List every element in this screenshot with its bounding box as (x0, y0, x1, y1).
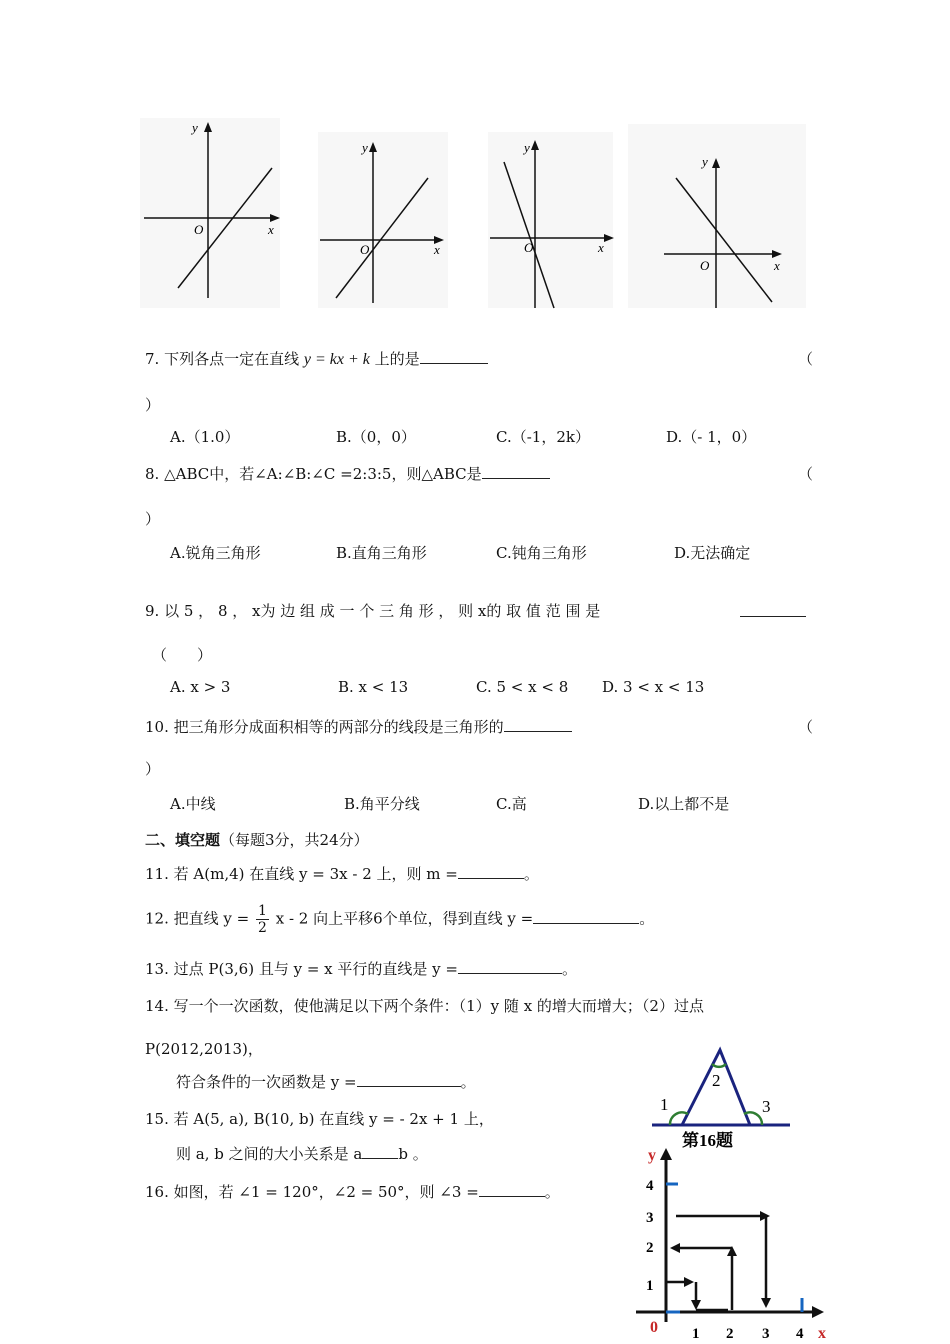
y-label: y (702, 154, 708, 169)
x-tick-2: 2 (726, 1326, 734, 1342)
x-label: x (818, 1325, 826, 1342)
q8-option-b[interactable]: B.直角三角形 (336, 544, 427, 562)
y-tick-2: 2 (646, 1240, 654, 1256)
answer-blank[interactable] (420, 349, 488, 364)
answer-blank[interactable] (362, 1144, 398, 1159)
origin-label: O (524, 240, 534, 255)
triangle-figure (640, 1042, 800, 1152)
q16: 16. 如图，若 ∠1 = 120°，∠2 = 50°，则 ∠3 = 。 (145, 1183, 560, 1201)
q8-option-d[interactable]: D.无法确定 (674, 544, 751, 562)
answer-blank[interactable] (458, 959, 562, 974)
q8-option-c[interactable]: C.钝角三角形 (496, 544, 587, 562)
q14-line2: P(2012,2013)， (145, 1040, 263, 1058)
answer-blank[interactable] (504, 717, 572, 732)
graph-a (140, 118, 280, 308)
q7-paren-open: （ (798, 350, 814, 368)
y-tick-4: 4 (646, 1178, 654, 1194)
y-label: y (524, 140, 530, 155)
answer-blank[interactable] (533, 909, 639, 924)
y-label: y (192, 120, 198, 135)
q10-stem: 10. 把三角形分成面积相等的两部分的线段是三角形的 (145, 716, 572, 737)
q9-option-d[interactable]: D. 3 < x < 13 (602, 678, 705, 696)
q10-paren-open: （ (798, 718, 814, 736)
origin-label: O (194, 222, 204, 237)
q8-paren-close: ） (145, 510, 161, 528)
q10-option-a[interactable]: A.中线 (170, 795, 216, 813)
y-tick-1: 1 (646, 1278, 654, 1294)
origin-label: O (360, 242, 370, 257)
figure-caption: 第16题 (682, 1131, 733, 1150)
q7-option-a[interactable]: A.（1.0） (170, 428, 240, 446)
q8-option-a[interactable]: A.锐角三角形 (170, 544, 261, 562)
angle-2-label: 2 (712, 1071, 721, 1090)
q10-paren-close: ） (145, 760, 161, 778)
origin-label: O (700, 258, 710, 273)
graph-c (488, 132, 614, 308)
y-tick-3: 3 (646, 1210, 654, 1226)
answer-blank[interactable] (458, 864, 524, 879)
arrow-heads (670, 1211, 771, 1310)
y-label: y (648, 1147, 656, 1164)
q9-option-b[interactable]: B. x < 13 (338, 678, 409, 696)
q8-stem: 8. △ABC中，若∠A:∠B:∠C =2:3:5，则△ABC是 (145, 463, 550, 484)
x-tick-1: 1 (692, 1326, 700, 1342)
q7-option-d[interactable]: D.（- 1，0） (666, 428, 757, 446)
q10-option-c[interactable]: C.高 (496, 795, 527, 813)
answer-blank[interactable] (479, 1182, 545, 1197)
x-label: x (268, 222, 274, 237)
q9-option-c[interactable]: C. 5 < x < 8 (476, 678, 569, 696)
angle-2-arc (712, 1064, 726, 1067)
q9-paren: （ ） (152, 646, 213, 664)
q7-option-c[interactable]: C.（-1，2k） (496, 428, 590, 446)
q15-line1: 15. 若 A(5, a), B(10, b) 在直线 y = - 2x + 1 上， (145, 1110, 494, 1128)
angle-1-label: 1 (660, 1095, 669, 1114)
q15-line2: 则 a, b 之间的大小关系是 a b 。 (176, 1145, 428, 1163)
q7-stem: 7. 下列各点一定在直线 y = kx + k 上的是 (145, 348, 488, 369)
x-tick-4: 4 (796, 1326, 804, 1342)
q13: 13. 过点 P(3,6) 且与 y = x 平行的直线是 y = 。 (145, 960, 577, 978)
q12: 12. 把直线 y = $\frac{1}{2}$ x - 2 向上平移6个单位，得到直线 y = 。 (145, 903, 655, 936)
q9-stem: 9. 以 5 ， 8 ， x为 边 组 成 一 个 三 角 形 ， 则 x的 取 值 范 围 是 (145, 602, 601, 620)
step-arrows (666, 1216, 766, 1310)
q8-paren-open: （ (798, 465, 814, 483)
line-graphs (140, 118, 810, 318)
x-tick-3: 3 (762, 1326, 770, 1342)
answer-blank[interactable] (357, 1072, 461, 1087)
answer-blank[interactable] (482, 464, 550, 479)
answer-blank[interactable] (740, 602, 806, 621)
q14-line3: 符合条件的一次函数是 y = 。 (176, 1073, 476, 1091)
q10-option-d[interactable]: D.以上都不是 (638, 795, 730, 813)
q11: 11. 若 A(m,4) 在直线 y = 3x - 2 上，则 m = 。 (145, 865, 539, 883)
x-label: x (774, 258, 780, 273)
q9-option-a[interactable]: A. x > 3 (170, 678, 231, 696)
angle-3-label: 3 (762, 1097, 771, 1116)
section-heading: 二、填空题（每题3分，共24分） (145, 831, 369, 849)
q7-option-b[interactable]: B.（0，0） (336, 428, 416, 446)
q7-paren-close: ） (145, 396, 161, 414)
x-label: x (598, 240, 604, 255)
graph-b (318, 132, 448, 308)
step-graph-figure (636, 1146, 836, 1344)
q10-option-b[interactable]: B.角平分线 (344, 795, 420, 813)
fraction: $\frac{1}{2}$ (258, 903, 267, 936)
graph-d (628, 124, 806, 308)
origin-label: 0 (650, 1319, 658, 1336)
x-label: x (434, 242, 440, 257)
q14-line1: 14. 写一个一次函数，使他满足以下两个条件：（1）y 随 x 的增大而增大；（2）过点 (145, 997, 704, 1015)
y-label: y (362, 140, 368, 155)
